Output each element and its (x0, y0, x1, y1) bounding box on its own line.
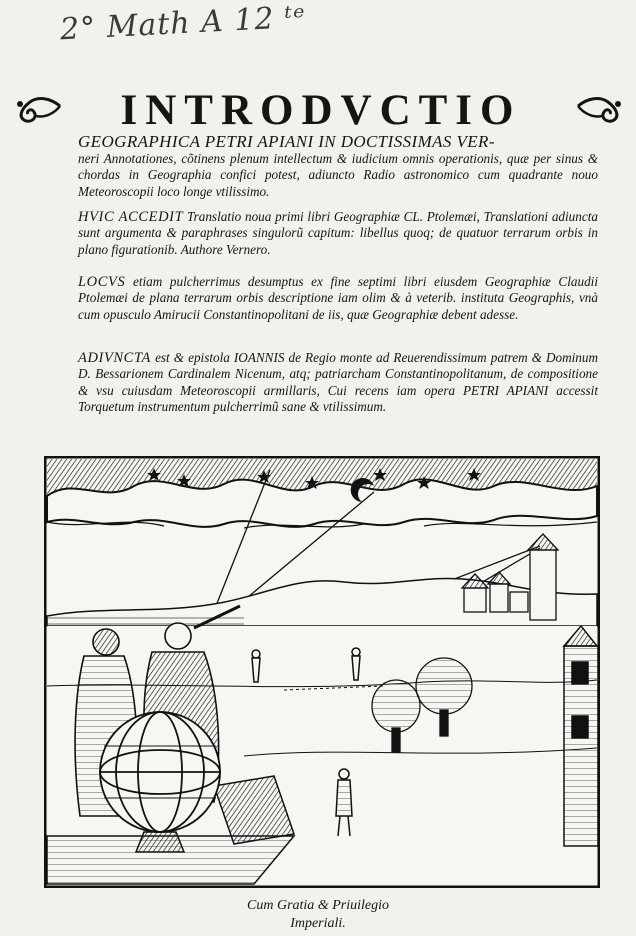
main-title: INTRODVCTIO (120, 87, 522, 134)
paragraph-huic-accedit (78, 209, 598, 258)
imprint-line-2: Imperiali. (290, 916, 346, 931)
library-shelfmark: 2° Math A 12 ᵗᵉ (59, 0, 307, 48)
woodcut-illustration (44, 456, 600, 888)
fleuron-right-icon (574, 92, 624, 126)
paragraph-text: etiam pulcherrimus desumptus ex fine septimi libri eiusdem Geographiæ Claudii Ptolemæi de plana terrarum orbis descriptione iam olim & à veterib. instituta Geographis, vnà cum opusculo Amirucii Constantinopolitani de iis, quæ Geographiæ debent adesse. (78, 274, 598, 322)
paragraph-lead: HVIC ACCEDIT (78, 209, 184, 225)
paragraph-annotationes (78, 151, 598, 200)
paragraph-adiuncta (78, 350, 598, 416)
subtitle: GEOGRAPHICA PETRI APIANI IN DOCTISSIMAS VER- (78, 132, 495, 151)
paragraph-text: est & epistola IOANNIS de Regio monte ad Reuerendissimum patrem & Dominum D. Bessarionem Cardinalem Nicenum, atq; patriarcham Constantinopolitanum, de compositione & vsu cuiusdam Meteoroscopii armillaris, Cui recens iam opera PETRI APIANI accessit Torquetum instrumentum pulcherrimũ sane & vtilissimum. (78, 350, 598, 415)
paragraph-lead: ADIVNCTA (78, 350, 152, 366)
paragraph-text: Translatio noua primi libri Geographiæ CL. Ptolemæi, Translationi adiuncta sunt argumenta & paraphrases singulorũ capitum: libellus quoq; de quatuor terrarum orbis in plano figurationib. Authore Vernero. (78, 209, 598, 257)
imprint-line-1: Cum Gratia & Priuilegio (247, 898, 389, 913)
fleuron-left-icon (14, 92, 64, 126)
paragraph-lead: LOCVS (78, 274, 126, 290)
paragraph-text: neri Annotationes, cõtinens plenum intellectum & iudicium omnis operationis, quæ per sinus & chordas in Geographia confici potest, adiuncto Radio astronomico cum quadrante nouo Meteoroscopii loco longe vtilissimo. (78, 151, 598, 199)
title-row (0, 88, 636, 134)
paragraph-locus (78, 274, 598, 323)
